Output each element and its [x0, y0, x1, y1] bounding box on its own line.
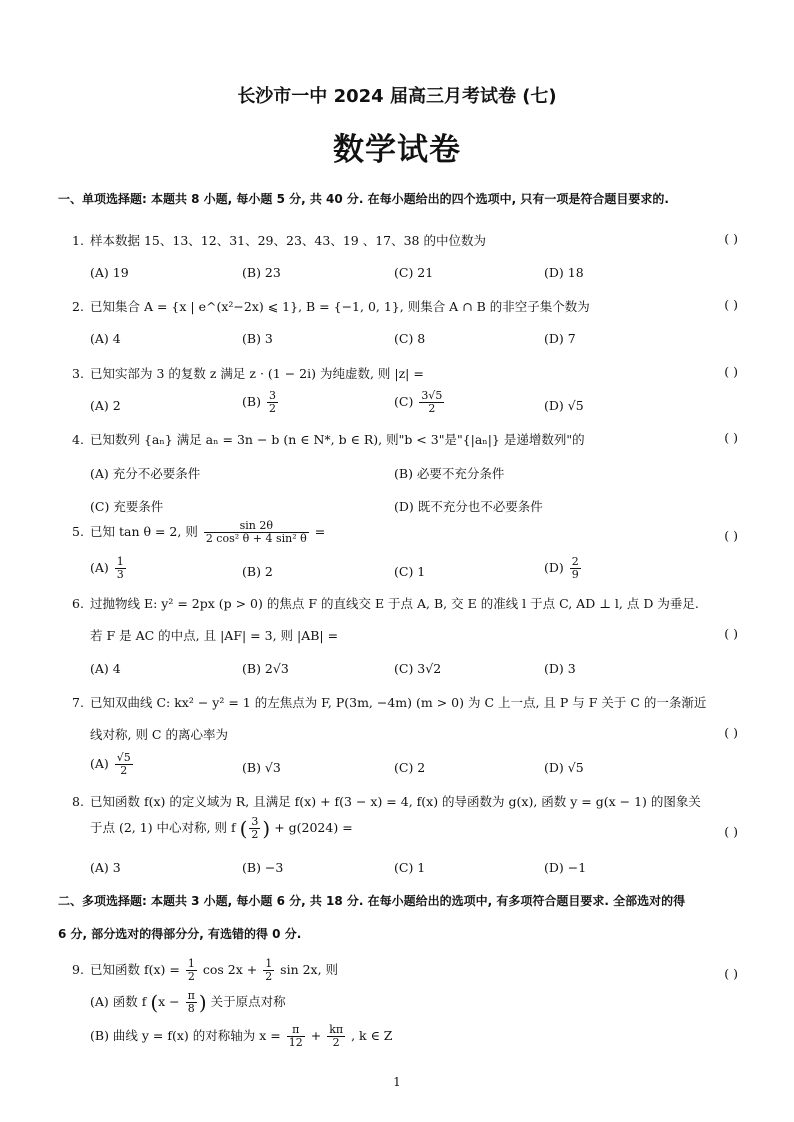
question-text: 已知函数 f(x) 的定义域为 R, 且满足 f(x) + f(3 − x) = 4, f(x) 的导函数为 g(x), 函数 y = g(x − 1) 的图象关 — [90, 794, 701, 809]
answer-paren: ( ) — [724, 297, 738, 312]
fraction — [115, 556, 126, 581]
question-6 — [72, 594, 742, 612]
option-c: (C) 21 — [394, 265, 434, 280]
option-b: (B) √3 — [242, 760, 281, 775]
fraction — [263, 958, 274, 983]
fraction — [570, 556, 581, 581]
option-a — [90, 752, 135, 777]
option-c: (C) 8 — [394, 331, 426, 346]
question-number: 4. — [72, 432, 84, 447]
question-number: 2. — [72, 299, 84, 314]
question-number: 5. — [72, 524, 84, 539]
numerator: 1 — [116, 555, 124, 568]
q9-option-b — [90, 1024, 392, 1049]
answer-paren: ( ) — [724, 528, 738, 543]
option-d: (D) √5 — [544, 760, 584, 775]
question-number: 8. — [72, 794, 84, 809]
fraction — [186, 990, 197, 1015]
question-text-end: = — [314, 524, 326, 539]
numerator: √5 — [116, 751, 131, 764]
question-5 — [72, 520, 742, 545]
denominator: 8 — [187, 1002, 195, 1015]
option-a: (A) 4 — [90, 331, 121, 346]
numerator: π — [287, 1024, 305, 1037]
plus-sign: + — [310, 1028, 322, 1043]
option-d: (D) 3 — [544, 661, 576, 676]
answer-paren: ( ) — [724, 966, 738, 981]
fraction — [204, 520, 309, 545]
numerator: kπ — [329, 1023, 344, 1036]
answer-paren: ( ) — [724, 231, 738, 246]
option-text: , k ∈ Z — [351, 1028, 393, 1043]
question-7 — [72, 693, 742, 711]
denominator: 2 — [428, 402, 436, 415]
option-a: (A) 3 — [90, 860, 121, 875]
option-a: (A) 19 — [90, 265, 129, 280]
denominator: 2 — [251, 828, 259, 841]
option-label: (D) — [544, 560, 564, 575]
question-1 — [72, 231, 742, 249]
section-2-line-2: 6 分, 部分选对的得部分分, 有选错的得 0 分. — [58, 927, 302, 941]
answer-paren: ( ) — [724, 824, 738, 839]
numerator: 2 — [571, 555, 579, 568]
question-text: 已知实部为 3 的复数 z 满足 z · (1 − 2i) 为纯虚数, 则 |z| = — [90, 366, 424, 381]
option-c: (C) 1 — [394, 860, 426, 875]
option-b: (B) 必要不充分条件 — [394, 466, 505, 481]
question-text: 已知双曲线 C: kx² − y² = 1 的左焦点为 F, P(3m, −4m) (m > 0) 为 C 上一点, 且 P 与 F 关于 C 的一条渐近 — [90, 695, 707, 710]
option-b: (B) 3 — [242, 331, 273, 346]
option-d: (D) 既不充分也不必要条件 — [394, 499, 543, 514]
numerator: 3√5 — [421, 389, 443, 402]
option-c: (C) 1 — [394, 564, 426, 579]
option-a: (A) 4 — [90, 661, 121, 676]
question-3 — [72, 364, 742, 382]
question-text-end: sin 2x, 则 — [280, 962, 339, 977]
answer-paren: ( ) — [724, 626, 738, 641]
fraction — [287, 1024, 305, 1049]
question-8-line-2: 于点 (2, 1) 中心对称, 则 f ( $\frac{3}{2}$ ) + g(2024) = — [90, 815, 353, 841]
numerator: 3 — [268, 389, 276, 402]
question-number: 9. — [72, 962, 84, 977]
denominator: 2 cos² θ + 4 sin² θ — [205, 532, 307, 545]
section-2-heading — [58, 885, 748, 951]
option-text: 关于原点对称 — [210, 994, 286, 1009]
question-number: 3. — [72, 366, 84, 381]
option-label: (B) — [242, 394, 261, 409]
section-1-heading: 一、单项选择题: 本题共 8 小题, 每小题 5 分, 共 40 分. 在每小题给出的四个选项中, 只有一项是符合题目要求的. — [58, 192, 669, 206]
page-number: 1 — [393, 1075, 401, 1089]
fraction — [115, 752, 133, 777]
question-number: 6. — [72, 596, 84, 611]
q9-option-a: (A) 函数 f (x − $\frac{\pi}{8}$ ) 关于原点对称 — [90, 989, 286, 1015]
option-arg: x − — [158, 994, 180, 1009]
option-a — [90, 556, 128, 581]
denominator: 12 — [288, 1036, 303, 1049]
option-b: (B) 2√3 — [242, 661, 289, 676]
option-d — [544, 556, 583, 581]
option-d: (D) 18 — [544, 265, 584, 280]
question-4 — [72, 430, 742, 448]
question-text: 已知数列 {aₙ} 满足 aₙ = 3n − b (n ∈ N*, b ∈ R), 则"b < 3"是"{|aₙ|} 是递增数列"的 — [90, 432, 585, 447]
question-text: 已知集合 A = {x | e^(x²−2x) ⩽ 1}, B = {−1, 0, 1}, 则集合 A ∩ B 的非空子集个数为 — [90, 299, 590, 314]
option-label: (B) 曲线 y = f(x) 的对称轴为 x = — [90, 1028, 281, 1043]
numerator: sin 2θ — [204, 520, 309, 533]
question-7-line-2: 线对称, 则 C 的离心率为 — [90, 727, 228, 742]
question-text: 过抛物线 E: y² = 2px (p > 0) 的焦点 F 的直线交 E 于点 A, B, 交 E 的准线 l 于点 C, AD ⊥ l, 点 D 为垂足. — [90, 596, 699, 611]
option-c: (C) 3√2 — [394, 661, 442, 676]
option-label: (A) — [90, 756, 109, 771]
question-text-mid: cos 2x + — [202, 962, 258, 977]
line-text-end: + g(2024) = — [274, 820, 353, 835]
option-a: (A) 2 — [90, 398, 121, 413]
option-a: (A) 充分不必要条件 — [90, 466, 201, 481]
denominator: 2 — [187, 970, 195, 983]
option-d: (D) −1 — [544, 860, 587, 875]
page-title: 数学试卷 — [333, 132, 461, 168]
denominator: 2 — [332, 1036, 340, 1049]
fraction — [327, 1024, 345, 1049]
question-9 — [72, 958, 742, 983]
option-d: (D) 7 — [544, 331, 576, 346]
option-c — [394, 390, 446, 415]
school-title: 长沙市一中 2024 届高三月考试卷 (七) — [237, 86, 557, 107]
numerator: 1 — [187, 957, 195, 970]
option-c: (C) 2 — [394, 760, 426, 775]
fraction — [267, 390, 278, 415]
answer-paren: ( ) — [724, 725, 738, 740]
answer-paren: ( ) — [724, 364, 738, 379]
question-text: 已知函数 f(x) = — [90, 962, 180, 977]
question-8 — [72, 792, 742, 810]
option-b: (B) −3 — [242, 860, 284, 875]
option-b: (B) 2 — [242, 564, 273, 579]
option-b: (B) 23 — [242, 265, 281, 280]
question-6-line-2: 若 F 是 AC 的中点, 且 |AF| = 3, 则 |AB| = — [90, 628, 339, 643]
answer-paren: ( ) — [724, 430, 738, 445]
numerator: 1 — [265, 957, 273, 970]
option-b — [242, 390, 280, 415]
question-number: 1. — [72, 233, 84, 248]
denominator: 9 — [571, 568, 579, 581]
numerator: π — [187, 989, 195, 1002]
fraction — [186, 958, 197, 983]
fraction — [419, 390, 444, 415]
fraction — [249, 816, 260, 841]
option-d: (D) √5 — [544, 398, 584, 413]
option-label: (C) — [394, 394, 414, 409]
section-2-line-1: 二、多项选择题: 本题共 3 小题, 每小题 6 分, 共 18 分. 在每小题给出的选项中, 有多项符合题目要求. 全部选对的得 — [58, 894, 686, 908]
option-label: (A) 函数 f — [90, 994, 147, 1009]
question-2 — [72, 297, 742, 315]
denominator: 3 — [116, 568, 124, 581]
line-text: 于点 (2, 1) 中心对称, 则 f — [90, 820, 236, 835]
question-text: 已知 tan θ = 2, 则 — [90, 524, 198, 539]
option-label: (A) — [90, 560, 109, 575]
denominator: 2 — [120, 764, 128, 777]
denominator: 2 — [268, 402, 276, 415]
question-text: 样本数据 15、13、12、31、29、23、43、19 、17、38 的中位数为 — [90, 233, 486, 248]
question-number: 7. — [72, 695, 84, 710]
denominator: 2 — [265, 970, 273, 983]
numerator: 3 — [251, 815, 259, 828]
option-c: (C) 充要条件 — [90, 499, 164, 514]
